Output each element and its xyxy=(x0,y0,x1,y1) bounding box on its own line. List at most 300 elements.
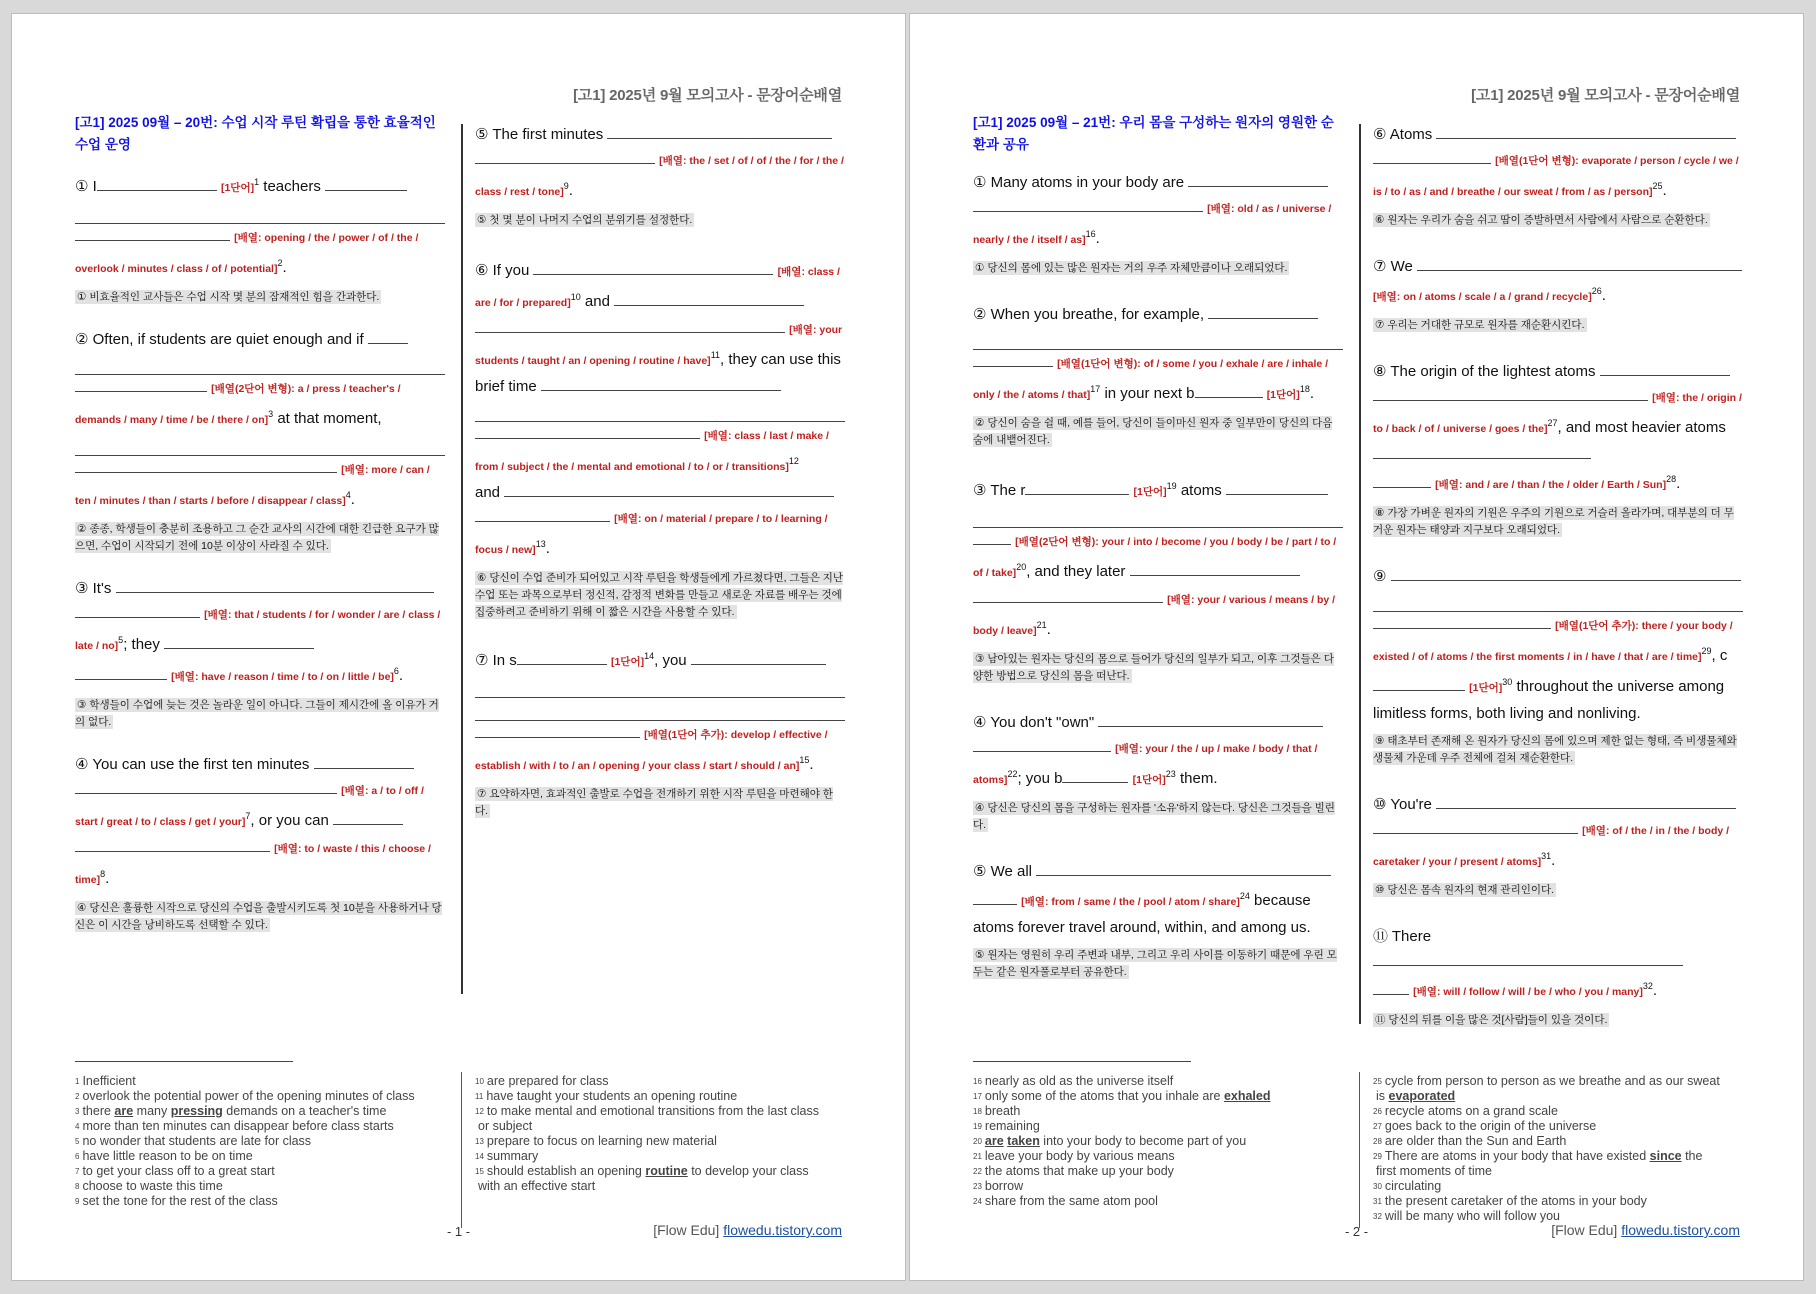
footnote-number: 23 xyxy=(973,1182,982,1191)
footnote-ref: 31 xyxy=(1541,851,1552,861)
footnote-ref: 5 xyxy=(118,635,124,645)
footnote-ref: 30 xyxy=(1502,677,1513,687)
blank xyxy=(1130,561,1300,576)
question-text: , or you can xyxy=(250,812,329,829)
footnote-item xyxy=(973,1089,1348,1104)
korean-translation: ④ 당신은 당신의 몸을 구성하는 원자를 '소유'하지 않는다. 당신은 그것들을 빌린다. xyxy=(973,802,1335,831)
footer xyxy=(653,1222,842,1238)
footnote-text: demands on a teacher's time xyxy=(222,1104,387,1118)
blank-line xyxy=(973,327,1343,350)
blank-line xyxy=(75,201,445,224)
footnotes-left xyxy=(973,1074,1348,1209)
section-title: [고1] 2025 09월 – 20번: 수업 시작 루틴 확립을 통한 효율적인 수업 운영 xyxy=(75,115,436,152)
hint: [1단어] xyxy=(1469,682,1503,694)
blank xyxy=(1062,768,1128,783)
footnote-text: breath xyxy=(984,1104,1021,1118)
question-7: ⑦ In s [1단어]$^{14}$, you [배열(1단어 추가): develop / effective / establish / with / to / an / opening / your class / start / should / an]$^{15}$. ⑦ 요약하자면, 효과적인 출발로 수업을 전개하기 위한 시작 루틴을 마련해야 한다. xyxy=(475,644,845,819)
footnote-ref: 27 xyxy=(1547,418,1558,428)
footnote-number: 15 xyxy=(475,1167,484,1176)
footnote-number: 3 xyxy=(75,1107,80,1116)
hint: [배열: the / origin / to / back / of / universe / goes / the] xyxy=(1373,392,1742,435)
footnote-number: 28 xyxy=(1373,1137,1382,1146)
footnote-item xyxy=(1373,1179,1748,1194)
hint: [1단어] xyxy=(1133,486,1167,498)
footer-brand: [Flow Edu] xyxy=(653,1222,720,1238)
question-text: throughout the universe among limitless forms, both living and nonliving. xyxy=(1373,678,1725,722)
page-2 xyxy=(910,14,1803,1280)
footnote-number: 25 xyxy=(1373,1077,1382,1086)
footnote-number: 11 xyxy=(475,1092,484,1101)
footnote-item xyxy=(475,1089,850,1104)
footnote-ref: 20 xyxy=(1016,562,1027,572)
blank xyxy=(1373,386,1648,401)
question-8: ⑧ The origin of the lightest atoms [배열: the / origin / to / back / of / universe / goes / the]$^{27}$, and most heavier atoms [배열: and / are / than / the / older / Earth / Sun]$^{28}$. ⑧ 가장 가벼운 원자의 기원은 우주의 기원으로 거슬러 올라가며, 대부분의 더 무거운 원자는 태양과 지구보다 오래되었다. xyxy=(1373,363,1742,536)
footer xyxy=(1551,1222,1740,1238)
korean-translation: ⑤ 첫 몇 분이 나머지 수업의 분위기를 설정한다. xyxy=(477,214,693,226)
footnotes-right xyxy=(1373,1074,1748,1224)
blank xyxy=(504,482,834,497)
hint: [배열: have / reason / time / to / on / little / be] xyxy=(171,671,394,683)
blank xyxy=(973,530,1011,545)
question-text: ⑥ If you xyxy=(475,262,530,279)
blank xyxy=(325,176,407,191)
question-text: ② When you breathe, for example, xyxy=(973,306,1205,323)
left-column xyxy=(973,112,1343,994)
blank xyxy=(1417,256,1742,271)
blank xyxy=(333,810,403,825)
question-text: because atoms forever travel around, within, and among us. xyxy=(973,892,1311,936)
hint: [배열(1단어 추가): develop / effective / establish / with / to / an / opening / your class / start / should / an] xyxy=(475,729,828,772)
footnote-number: 21 xyxy=(973,1152,982,1161)
korean-translation: ① 비효율적인 교사들은 수업 시작 몇 분의 잠재적인 힘을 간과한다. xyxy=(77,291,380,303)
korean-translation: ⑤ 원자는 영원히 우리 주변과 내부, 그리고 우리 사이를 이동하기 때문에 우린 모두는 같은 원자풀로부터 공유한다. xyxy=(973,949,1337,978)
footnote-item xyxy=(75,1074,450,1089)
footnote-item xyxy=(973,1134,1348,1149)
korean-translation: ⑨ 태초부터 존재해 온 원자가 당신의 몸에 있으며 제한 없는 형태, 즉 비생물체와 생물체 가운데 우주 전체에 걸쳐 재순환한다. xyxy=(1373,735,1737,764)
footer-link[interactable]: flowedu.tistory.com xyxy=(723,1222,842,1238)
footnote-text: remaining xyxy=(984,1119,1040,1133)
footnote-item xyxy=(1373,1194,1748,1209)
hint: [배열(2단어 변형): your / into / become / you / body / be / part / to / of / take] xyxy=(973,536,1337,579)
hint: [배열(2단어 변형): a / press / teacher's / demands / many / time / be / there / on] xyxy=(75,383,401,426)
korean-translation: ② 당신이 숨을 쉴 때, 예를 들어, 당신이 들이마신 원자 중 일부만이 당신의 다음 숨에 내뱉어진다. xyxy=(973,417,1333,446)
footer-brand: [Flow Edu] xyxy=(1551,1222,1618,1238)
footnote-ref: 11 xyxy=(710,350,721,360)
blank xyxy=(368,329,408,344)
footnote-ref: 32 xyxy=(1642,981,1653,991)
footnote-ref: 13 xyxy=(535,539,546,549)
right-column xyxy=(1373,122,1743,1042)
footnote-number: 31 xyxy=(1373,1197,1382,1206)
blank xyxy=(1025,480,1129,495)
blank xyxy=(517,650,607,665)
footnote-number: 20 xyxy=(973,1137,982,1146)
footnote-text: share from the same atom pool xyxy=(984,1194,1158,1208)
footnote-item xyxy=(1373,1134,1748,1149)
question-text: atoms xyxy=(1180,482,1222,499)
footnote-text: leave your body by various means xyxy=(984,1149,1175,1163)
footnote-number: 26 xyxy=(1373,1107,1382,1116)
footnote-number: 13 xyxy=(475,1137,484,1146)
blank xyxy=(475,318,785,333)
footnote-text: prepare to focus on learning new material xyxy=(486,1134,717,1148)
footnote-item xyxy=(75,1119,450,1134)
footnote-item xyxy=(973,1164,1348,1179)
footnotes-right xyxy=(475,1074,850,1194)
hint: [1단어] xyxy=(1132,774,1166,786)
blank xyxy=(973,737,1111,752)
footnote-number: 6 xyxy=(75,1152,80,1161)
footnote-number: 2 xyxy=(75,1092,80,1101)
blank xyxy=(1036,861,1331,876)
hint: [배열: a / to / off / start / great / to / class / get / your] xyxy=(75,785,424,828)
footnote-item xyxy=(75,1104,450,1119)
footnote-number: 19 xyxy=(973,1122,982,1131)
footnote-item xyxy=(1373,1164,1748,1179)
footnote-text: to make mental and emotional transitions from the last class xyxy=(486,1104,820,1118)
footnote-text: or subject xyxy=(478,1119,533,1133)
footnote-ref: 7 xyxy=(245,811,251,821)
right-column xyxy=(475,122,845,833)
page-number: - 1 - xyxy=(446,1224,471,1239)
footnote-item xyxy=(1373,1149,1748,1164)
hint: [배열: that / students / for / wonder / are / class / late / no] xyxy=(75,609,441,652)
blank xyxy=(1391,566,1741,581)
korean-translation: ② 종종, 학생들이 충분히 조용하고 그 순간 교사의 시간에 대한 긴급한 요구가 많으면, 수업이 시작되기 전에 10분 이상이 사라질 수 있다. xyxy=(75,523,439,552)
footnote-number: 12 xyxy=(475,1107,484,1116)
question-text: ⑦ We xyxy=(1373,258,1413,275)
footnote-text: the atoms that make up your body xyxy=(984,1164,1174,1178)
footnote-text: no wonder that students are late for class xyxy=(82,1134,312,1148)
question-text: ; they xyxy=(123,636,160,653)
footnote-number: 16 xyxy=(973,1077,982,1086)
footnote-ref: 29 xyxy=(1701,646,1712,656)
page-number: - 2 - xyxy=(1344,1224,1369,1239)
question-text: ⑩ You're xyxy=(1373,796,1432,813)
question-6: ⑥ Atoms [배열(1단어 변형): evaporate / person / cycle / we / is / to / as / and / breathe / our sweat / from / as / person]$^{25}$. ⑥ 원자는 우리가 숨을 쉬고 땀이 증발하면서 사람에서 사람으로 순환한다. xyxy=(1373,126,1739,226)
question-10: ⑩ You're [배열: of / the / in / the / body / caretaker / your / present / atoms]$^{31}$. ⑩ 당신은 몸속 원자의 현재 관리인이다. xyxy=(1373,792,1743,898)
hint: [배열(1단어 변형): of / some / you / exhale / are / inhale / only / the / atoms / that] xyxy=(973,358,1329,401)
footnote-item xyxy=(1373,1074,1748,1089)
footnote-text: overlook the potential power of the opening minutes of class xyxy=(82,1089,415,1103)
blank xyxy=(1226,480,1328,495)
footnote-number: 7 xyxy=(75,1167,80,1176)
footnote-ref: 9 xyxy=(563,181,569,191)
question-text: ⑦ In s xyxy=(475,652,517,669)
question-1: ① I [1단어]$^1$ teachers [배열: opening / the / power / of / the / overlook / minutes / class / of / potential]$^2$. ① 비효율적인 교사들은 수업 시작 몇 분의 잠재적인 힘을 간과한다. xyxy=(75,170,445,305)
hint: [배열: your / various / means / by / body / leave] xyxy=(973,594,1336,637)
footnote-item xyxy=(75,1179,450,1194)
hint: [배열: from / same / the / pool / atom / share] xyxy=(1021,896,1240,908)
blank xyxy=(116,578,434,593)
footnote-ref: 12 xyxy=(788,456,799,466)
footnote-number: 24 xyxy=(973,1197,982,1206)
question-4 xyxy=(973,710,1343,833)
footnote-text: is xyxy=(1376,1089,1389,1103)
hint: [배열: your / the / up / make / body / that / atoms] xyxy=(973,743,1318,786)
hint: [배열(1단어 추가): there / your body / existed / of / atoms / the first moments / in / have / that / are / time] xyxy=(1373,620,1733,663)
hint: [1단어] xyxy=(220,182,255,194)
question-2: ② When you breathe, for example, [배열(1단어 변형): of / some / you / exhale / are / inhale / only / the / atoms / that]$^{17}$ in your next b [1단어]$^{18}$. ② 당신이 숨을 쉴 때, 예를 들어, 당신이 들이마신 원자 중 일부만이 당신의 다음 숨에 내뱉어진다. xyxy=(973,302,1343,448)
question-3: ③ It's [배열: that / students / for / wonder / are / class / late / no]$^5$; they [배열: have / reason / time / to / on / little / be]$^6$. ③ 학생들이 수업에 늦는 것은 놀라운 일이 아니다. 그들이 제시간에 올 이유가 거의 없다. xyxy=(75,580,441,728)
footnote-number: 17 xyxy=(973,1092,982,1101)
footnotes-left xyxy=(75,1074,450,1209)
blank xyxy=(475,424,700,439)
hint: [배열(1단어 변형): evaporate / person / cycle / we / is / to / as / and / breathe / our sweat / from / as / person] xyxy=(1373,155,1739,198)
footnote-ref: 2 xyxy=(277,258,283,268)
footnote-text: choose to waste this time xyxy=(82,1179,223,1193)
footnote-number: 30 xyxy=(1373,1182,1382,1191)
korean-translation: ⑥ 원자는 우리가 숨을 쉬고 땀이 증발하면서 사람에서 사람으로 순환한다. xyxy=(1375,214,1708,226)
footnote-text: more than ten minutes can disappear before class starts xyxy=(82,1119,394,1133)
footnote-text: first moments of time xyxy=(1376,1164,1492,1178)
footnote-text: borrow xyxy=(984,1179,1024,1193)
blank xyxy=(1098,712,1323,727)
blank xyxy=(1373,951,1683,966)
blank xyxy=(1373,614,1551,629)
question-4: ④ You can use the first ten minutes [배열: a / to / off / start / great / to / class / get / your]$^7$, or you can [배열: to / waste / this / choose / time]$^8$. ④ 당신은 훌륭한 시작으로 당신의 수업을 출발시키도록 첫 10분을 사용하거나 당신은 이 시간을 낭비하도록 선택할 수 있다. xyxy=(75,756,442,931)
hint: [배열: opening / the / power / of / the / overlook / minutes / class / of / potential] xyxy=(75,232,419,275)
blank xyxy=(75,779,337,794)
footnote-item xyxy=(75,1134,450,1149)
question-3: ③ The r [1단어]$^{19}$ atoms [배열(2단어 변형): your / into / become / you / body / be / part / to / of / take]$^{20}$, and they later [배열: your / various / means / by / body / leave]$^{21}$. ③ 남아있는 원자는 당신의 몸으로 들어가 당신의 일부가 되고, 이후 그것들은 다양한 방법으로 당신의 몸을 떠난다. xyxy=(973,474,1343,684)
footnote-number: 8 xyxy=(75,1182,80,1191)
question-text: ③ The r xyxy=(973,482,1026,499)
question-text: at that moment, xyxy=(277,410,382,427)
page-header: [고1] 2025년 9월 모의고사 - 문장어순배열 xyxy=(573,87,842,104)
page-1 xyxy=(12,14,905,1280)
blank-line xyxy=(475,399,845,422)
korean-translation: ③ 학생들이 수업에 늦는 것은 놀라운 일이 아니다. 그들이 제시간에 올 이유가 거의 없다. xyxy=(75,699,439,728)
blank xyxy=(75,458,337,473)
hint: [배열: on / material / prepare / to / learning / focus / new] xyxy=(475,513,828,556)
question-text: ⑧ The origin of the lightest atoms xyxy=(1373,363,1596,380)
hint: [배열: on / atoms / scale / a / grand / recycle] xyxy=(1373,291,1592,303)
hint: [배열: class / last / make / from / subject / the / mental and emotional / to / or / transitions] xyxy=(475,430,829,473)
footnote-number: 5 xyxy=(75,1137,80,1146)
question-6: ⑥ If you [배열: class / are / for / prepared]$^{10}$ and [배열: your students / taught / an / opening / routine / have]$^{11}$, they can use this brief time [배열: class / last / make / from / subject / the / mental and emotional / to / or / transitions]$^{12}$ and [배열: on / material / prepare / to / learning / focus / new]$^{13}$. ⑥ 당신이 수업 준비가 되어있고 시작 루틴을 학생들에게 가르쳤다면, 그들은 지난 수업 또는 과목으로부터 정신적, 감정적 변화를 만들고 새로운 자료를 배우는 것에 집중하려고 준비하기 위해 이 짧은 시간을 사용할 수 있다. xyxy=(475,262,844,618)
hint: [배열: your students / taught / an / opening / routine / have] xyxy=(475,324,843,367)
blank xyxy=(1373,980,1409,995)
footnote-item xyxy=(75,1149,450,1164)
footnote-item xyxy=(973,1074,1348,1089)
blank xyxy=(1436,794,1736,809)
question-text: and xyxy=(584,293,610,310)
footnote-item xyxy=(1373,1119,1748,1134)
blank xyxy=(75,377,207,392)
footnote-ref: 6 xyxy=(393,666,399,676)
footnote-emphasis: taken xyxy=(1007,1134,1040,1148)
korean-translation: ④ 당신은 훌륭한 시작으로 당신의 수업을 출발시키도록 첫 10분을 사용하거나 당신은 이 시간을 낭비하도록 선택할 수 있다. xyxy=(75,902,442,931)
footnote-ref: 21 xyxy=(1036,620,1047,630)
korean-translation: ① 당신의 몸에 있는 많은 원자는 거의 우주 자체만큼이나 오래되었다. xyxy=(975,262,1288,274)
question-text: ; you b xyxy=(1017,770,1063,787)
question-text: teachers xyxy=(263,178,321,195)
footnote-divider xyxy=(1359,1072,1360,1228)
footnote-item xyxy=(973,1104,1348,1119)
question-7: ⑦ We [배열: on / atoms / scale / a / grand / recycle]$^{26}$. ⑦ 우리는 거대한 규모로 원자를 재순환시킨다. xyxy=(1373,254,1743,333)
footnote-text: are prepared for class xyxy=(486,1074,609,1088)
question-text: and xyxy=(475,484,501,501)
question-5: ⑤ The first minutes [배열: the / set / of / of / the / for / the / class / rest / tone]$^9$. ⑤ 첫 몇 분이 나머지 수업의 분위기를 설정한다. xyxy=(475,126,844,226)
question-9 xyxy=(1373,564,1743,766)
question-text: ⑤ The first minutes xyxy=(475,126,604,143)
question-text: ⑪ There xyxy=(1373,928,1432,945)
footnote-ref: 8 xyxy=(100,869,106,879)
footnote-number: 10 xyxy=(475,1077,484,1086)
blank-line xyxy=(75,433,445,456)
footnote-ref: 28 xyxy=(1666,474,1677,484)
left-column xyxy=(75,112,445,947)
question-text: , and they later xyxy=(1026,563,1126,580)
footnote-item xyxy=(475,1134,850,1149)
blank-line xyxy=(1373,589,1743,612)
footnote-text: many xyxy=(133,1104,171,1118)
footnote-emphasis: evaporated xyxy=(1388,1089,1456,1103)
column-divider xyxy=(1359,124,1361,1024)
footnote-number: 4 xyxy=(75,1122,80,1131)
footnote-text: into your body to become part of you xyxy=(1039,1134,1247,1148)
hint: [배열: the / set / of / of / the / for / the / class / rest / tone] xyxy=(475,155,844,198)
hint: [배열: class / are / for / prepared] xyxy=(475,266,840,309)
footnote-item xyxy=(1373,1089,1748,1104)
footnote-text: should establish an opening xyxy=(486,1164,646,1178)
hint: [1단어] xyxy=(610,656,645,668)
footnote-ref: 23 xyxy=(1165,769,1176,779)
question-text: ④ You don't "own" xyxy=(973,714,1095,731)
footnote-item xyxy=(973,1119,1348,1134)
footnote-text: the present caretaker of the atoms in your body xyxy=(1384,1194,1647,1208)
blank xyxy=(973,890,1017,905)
hint: [배열: to / waste / this / choose / time] xyxy=(75,843,431,886)
footnote-text: to develop your class xyxy=(687,1164,809,1178)
blank xyxy=(1436,124,1736,139)
section-title: [고1] 2025 09월 – 21번: 우리 몸을 구성하는 원자의 영원한 순환과 공유 xyxy=(973,115,1334,152)
hint: [배열: and / are / than / the / older / Earth / Sun] xyxy=(1435,479,1667,491)
blank xyxy=(75,665,167,680)
blank xyxy=(97,176,217,191)
footnote-number: 27 xyxy=(1373,1122,1382,1131)
footnote-item xyxy=(973,1179,1348,1194)
footnote-item xyxy=(475,1119,850,1134)
footnote-number: 1 xyxy=(75,1077,80,1086)
footnote-text: have taught your students an opening routine xyxy=(486,1089,738,1103)
blank xyxy=(314,754,414,769)
blank xyxy=(1373,444,1591,459)
question-1: ① Many atoms in your body are [배열: old / as / universe / nearly / the / itself / as]$^{16}$. ① 당신의 몸에 있는 많은 원자는 거의 우주 자체만큼이나 오래되었다. xyxy=(973,174,1332,274)
footnote-number: 18 xyxy=(973,1107,982,1116)
question-text: , they can use this brief time xyxy=(475,351,841,395)
korean-translation: ③ 남아있는 원자는 당신의 몸으로 들어가 당신의 일부가 되고, 이후 그것들은 다양한 방법으로 당신의 몸을 떠난다. xyxy=(973,653,1334,682)
footnote-divider xyxy=(461,1072,462,1228)
blank xyxy=(1373,149,1491,164)
question-text: in your next b xyxy=(1104,385,1195,402)
korean-translation: ⑧ 가장 가벼운 원자의 기원은 우주의 기원으로 거슬러 올라가며, 대부분의 더 무거운 원자는 태양과 지구보다 오래되었다. xyxy=(1373,507,1734,536)
footnote-text: are older than the Sun and Earth xyxy=(1384,1134,1567,1148)
footnote-ref: 10 xyxy=(570,292,581,302)
footnote-ref: 18 xyxy=(1299,384,1310,394)
footnote-ref: 25 xyxy=(1652,181,1663,191)
footnote-emphasis: pressing xyxy=(170,1104,223,1118)
blank xyxy=(1373,819,1578,834)
question-text: ① Many atoms in your body are xyxy=(973,174,1185,191)
page-header: [고1] 2025년 9월 모의고사 - 문장어순배열 xyxy=(1471,87,1740,104)
question-text: , c xyxy=(1711,647,1728,664)
question-2: ② Often, if students are quiet enough and if [배열(2단어 변형): a / press / teacher's / demands / many / time / be / there / on]$^3$ at that moment, [배열: more / can / ten / minutes / than / starts / before / disappear / class]$^4$. ② 종종, 학생들이 충분히 조용하고 그 순간 교사의 시간에 대한 긴급한 요구가 많으면, 수업이 시작되기 전에 10분 이상이 사라질 수 있다. xyxy=(75,327,445,554)
footnote-item xyxy=(75,1194,450,1209)
footer-link[interactable]: flowedu.tistory.com xyxy=(1621,1222,1740,1238)
footnote-ref: 14 xyxy=(644,651,655,661)
footnote-text: circulating xyxy=(1384,1179,1442,1193)
question-text: them. xyxy=(1179,770,1218,787)
footnote-item xyxy=(475,1179,850,1194)
footnote-item xyxy=(475,1164,850,1179)
footnote-text: recycle atoms on a grand scale xyxy=(1384,1104,1558,1118)
korean-translation: ⑩ 당신은 몸속 원자의 현재 관리인이다. xyxy=(1375,884,1555,896)
footnote-text: cycle from person to person as we breathe and as our sweat xyxy=(1384,1074,1720,1088)
footnote-item xyxy=(75,1164,450,1179)
footnote-emphasis: are xyxy=(984,1134,1004,1148)
blank xyxy=(541,376,781,391)
footnote-text: only some of the atoms that you inhale are xyxy=(984,1089,1224,1103)
footnote-text: Inefficient xyxy=(82,1074,136,1088)
footnote-number: 9 xyxy=(75,1197,80,1206)
footnote-emphasis: since xyxy=(1649,1149,1682,1163)
footnote-item xyxy=(1373,1104,1748,1119)
hint: [배열: will / follow / will / be / who / you / many] xyxy=(1413,986,1643,998)
question-11: ⑪ There [배열: will / follow / will / be / who / you / many]$^{32}$. ⑪ 당신의 뒤를 이을 많은 것[사람]들이 있을 것이다. xyxy=(1373,924,1743,1028)
footnote-ref: 1 xyxy=(254,177,260,187)
blank xyxy=(475,507,610,522)
footnote-ref: 17 xyxy=(1090,384,1101,394)
blank-line xyxy=(75,352,445,375)
question-text: , and most heavier atoms xyxy=(1557,419,1726,436)
question-5 xyxy=(973,859,1343,980)
korean-translation: ⑦ 요약하자면, 효과적인 출발로 수업을 전개하기 위한 시작 루틴을 마련해야 한다. xyxy=(475,788,833,817)
footnote-text: summary xyxy=(486,1149,539,1163)
blank xyxy=(973,588,1163,603)
hint: [배열: more / can / ten / minutes / than / starts / before / disappear / class] xyxy=(75,464,430,507)
question-text: ② Often, if students are quiet enough and if xyxy=(75,331,364,348)
blank xyxy=(75,603,200,618)
footnote-item xyxy=(475,1104,850,1119)
footnote-ref: 15 xyxy=(799,755,810,765)
footnote-ref: 4 xyxy=(345,490,351,500)
question-text: ⑥ Atoms xyxy=(1373,126,1433,143)
blank-line xyxy=(475,675,845,698)
question-text: ④ You can use the first ten minutes xyxy=(75,756,310,773)
korean-translation: ⑪ 당신의 뒤를 이을 많은 것[사람]들이 있을 것이다. xyxy=(1375,1014,1608,1026)
footnote-ref: 19 xyxy=(1166,481,1177,491)
blank xyxy=(1373,676,1465,691)
footnote-item xyxy=(475,1149,850,1164)
question-text: ① I xyxy=(75,178,97,195)
blank-line xyxy=(973,505,1343,528)
footnote-text: have little reason to be on time xyxy=(82,1149,253,1163)
footnote-number: 14 xyxy=(475,1152,484,1161)
blank xyxy=(75,837,270,852)
blank xyxy=(691,650,826,665)
blank xyxy=(1195,383,1263,398)
footnote-ref: 16 xyxy=(1085,229,1096,239)
blank xyxy=(1188,172,1328,187)
footnote-text: set the tone for the rest of the class xyxy=(82,1194,278,1208)
blank xyxy=(475,723,640,738)
footnote-text: goes back to the origin of the universe xyxy=(1384,1119,1597,1133)
footnote-ref: 26 xyxy=(1591,286,1602,296)
footnote-rule xyxy=(973,1061,1191,1062)
blank xyxy=(75,226,230,241)
